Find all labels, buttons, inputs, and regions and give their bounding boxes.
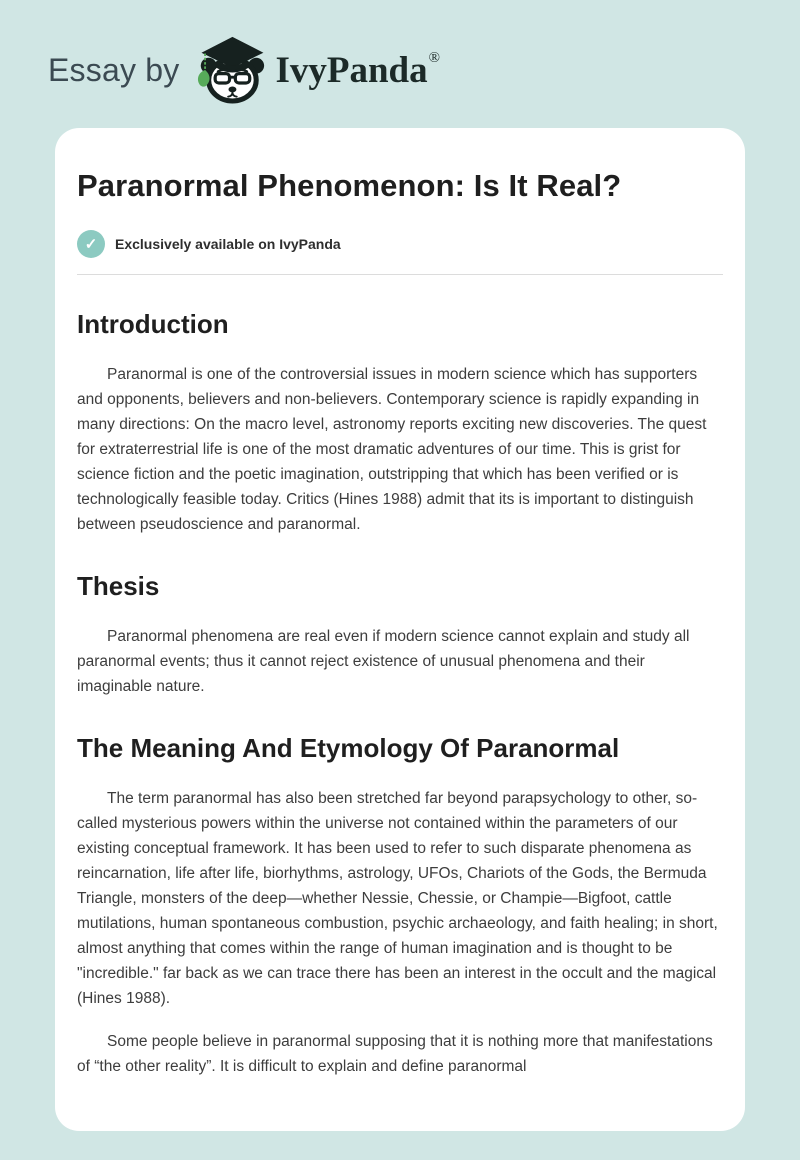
paragraph: Paranormal is one of the controversial issues in modern science which has supporters and opponents, believers and non-believers. Contemporary science is rapidly expanding in many directions: On the macro level, astronomy reports exciting new discoveries. The quest for extraterrestrial life is one of the most dramatic adventures of our time. This is grist for science fiction and the poetic imagination, outstripping that which has been verified or is technologically feasible today. Critics (Hines 1988) admit that its is important to distinguish between pseudoscience and paranormal.	[77, 366, 707, 533]
section-heading-introduction: Introduction	[77, 309, 229, 339]
essay-by-label: Essay by	[48, 51, 180, 88]
section-heading-thesis: Thesis	[77, 571, 160, 601]
availability-badge	[77, 230, 723, 258]
check-icon: ✓	[77, 230, 105, 258]
site-header	[0, 0, 800, 106]
panda-graduate-icon	[195, 34, 267, 106]
section-thesis	[77, 571, 723, 699]
section-heading-meaning-etymology: The Meaning And Etymology Of Paranormal	[77, 733, 620, 763]
page-title: Paranormal Phenomenon: Is It Real?	[77, 168, 622, 203]
divider	[77, 274, 723, 275]
availability-text: Exclusively available on IvyPanda	[115, 236, 341, 252]
section-meaning-etymology	[77, 733, 723, 1079]
paragraph: Paranormal phenomena are real even if modern science cannot explain and study all paranormal events; thus it cannot reject existence of unusual phenomena and their imaginable nature.	[77, 628, 690, 695]
paragraph: The term paranormal has also been stretched far beyond parapsychology to other, so-called mysterious powers within the universe not contained within the parameters of our existing conceptual framework. It has been used to refer to such disparate phenomena as reincarnation, life after life, biorhythms, astrology, UFOs, Chariots of the Gods, the Bermuda Triangle, monsters of the deep—whether Nessie, Chessie, or Champie—Bigfoot, cattle mutilations, human spontaneous combustion, psychic archaeology, and faith healing; in short, almost anything that comes within the range of human imagination and is thought to be "incredible." far back as we can trace there has been an interest in the occult and the magical (Hines 1988).	[77, 790, 718, 1007]
essay-card	[55, 128, 745, 1131]
brand-name: IvyPanda	[275, 49, 428, 91]
paragraph: Some people believe in paranormal supposing that it is nothing more that manifestations of “the other reality”. It is difficult to explain and define paranormal	[77, 1033, 713, 1075]
brand-logotype	[275, 49, 440, 91]
section-introduction	[77, 309, 723, 537]
registered-mark: ®	[428, 50, 440, 67]
